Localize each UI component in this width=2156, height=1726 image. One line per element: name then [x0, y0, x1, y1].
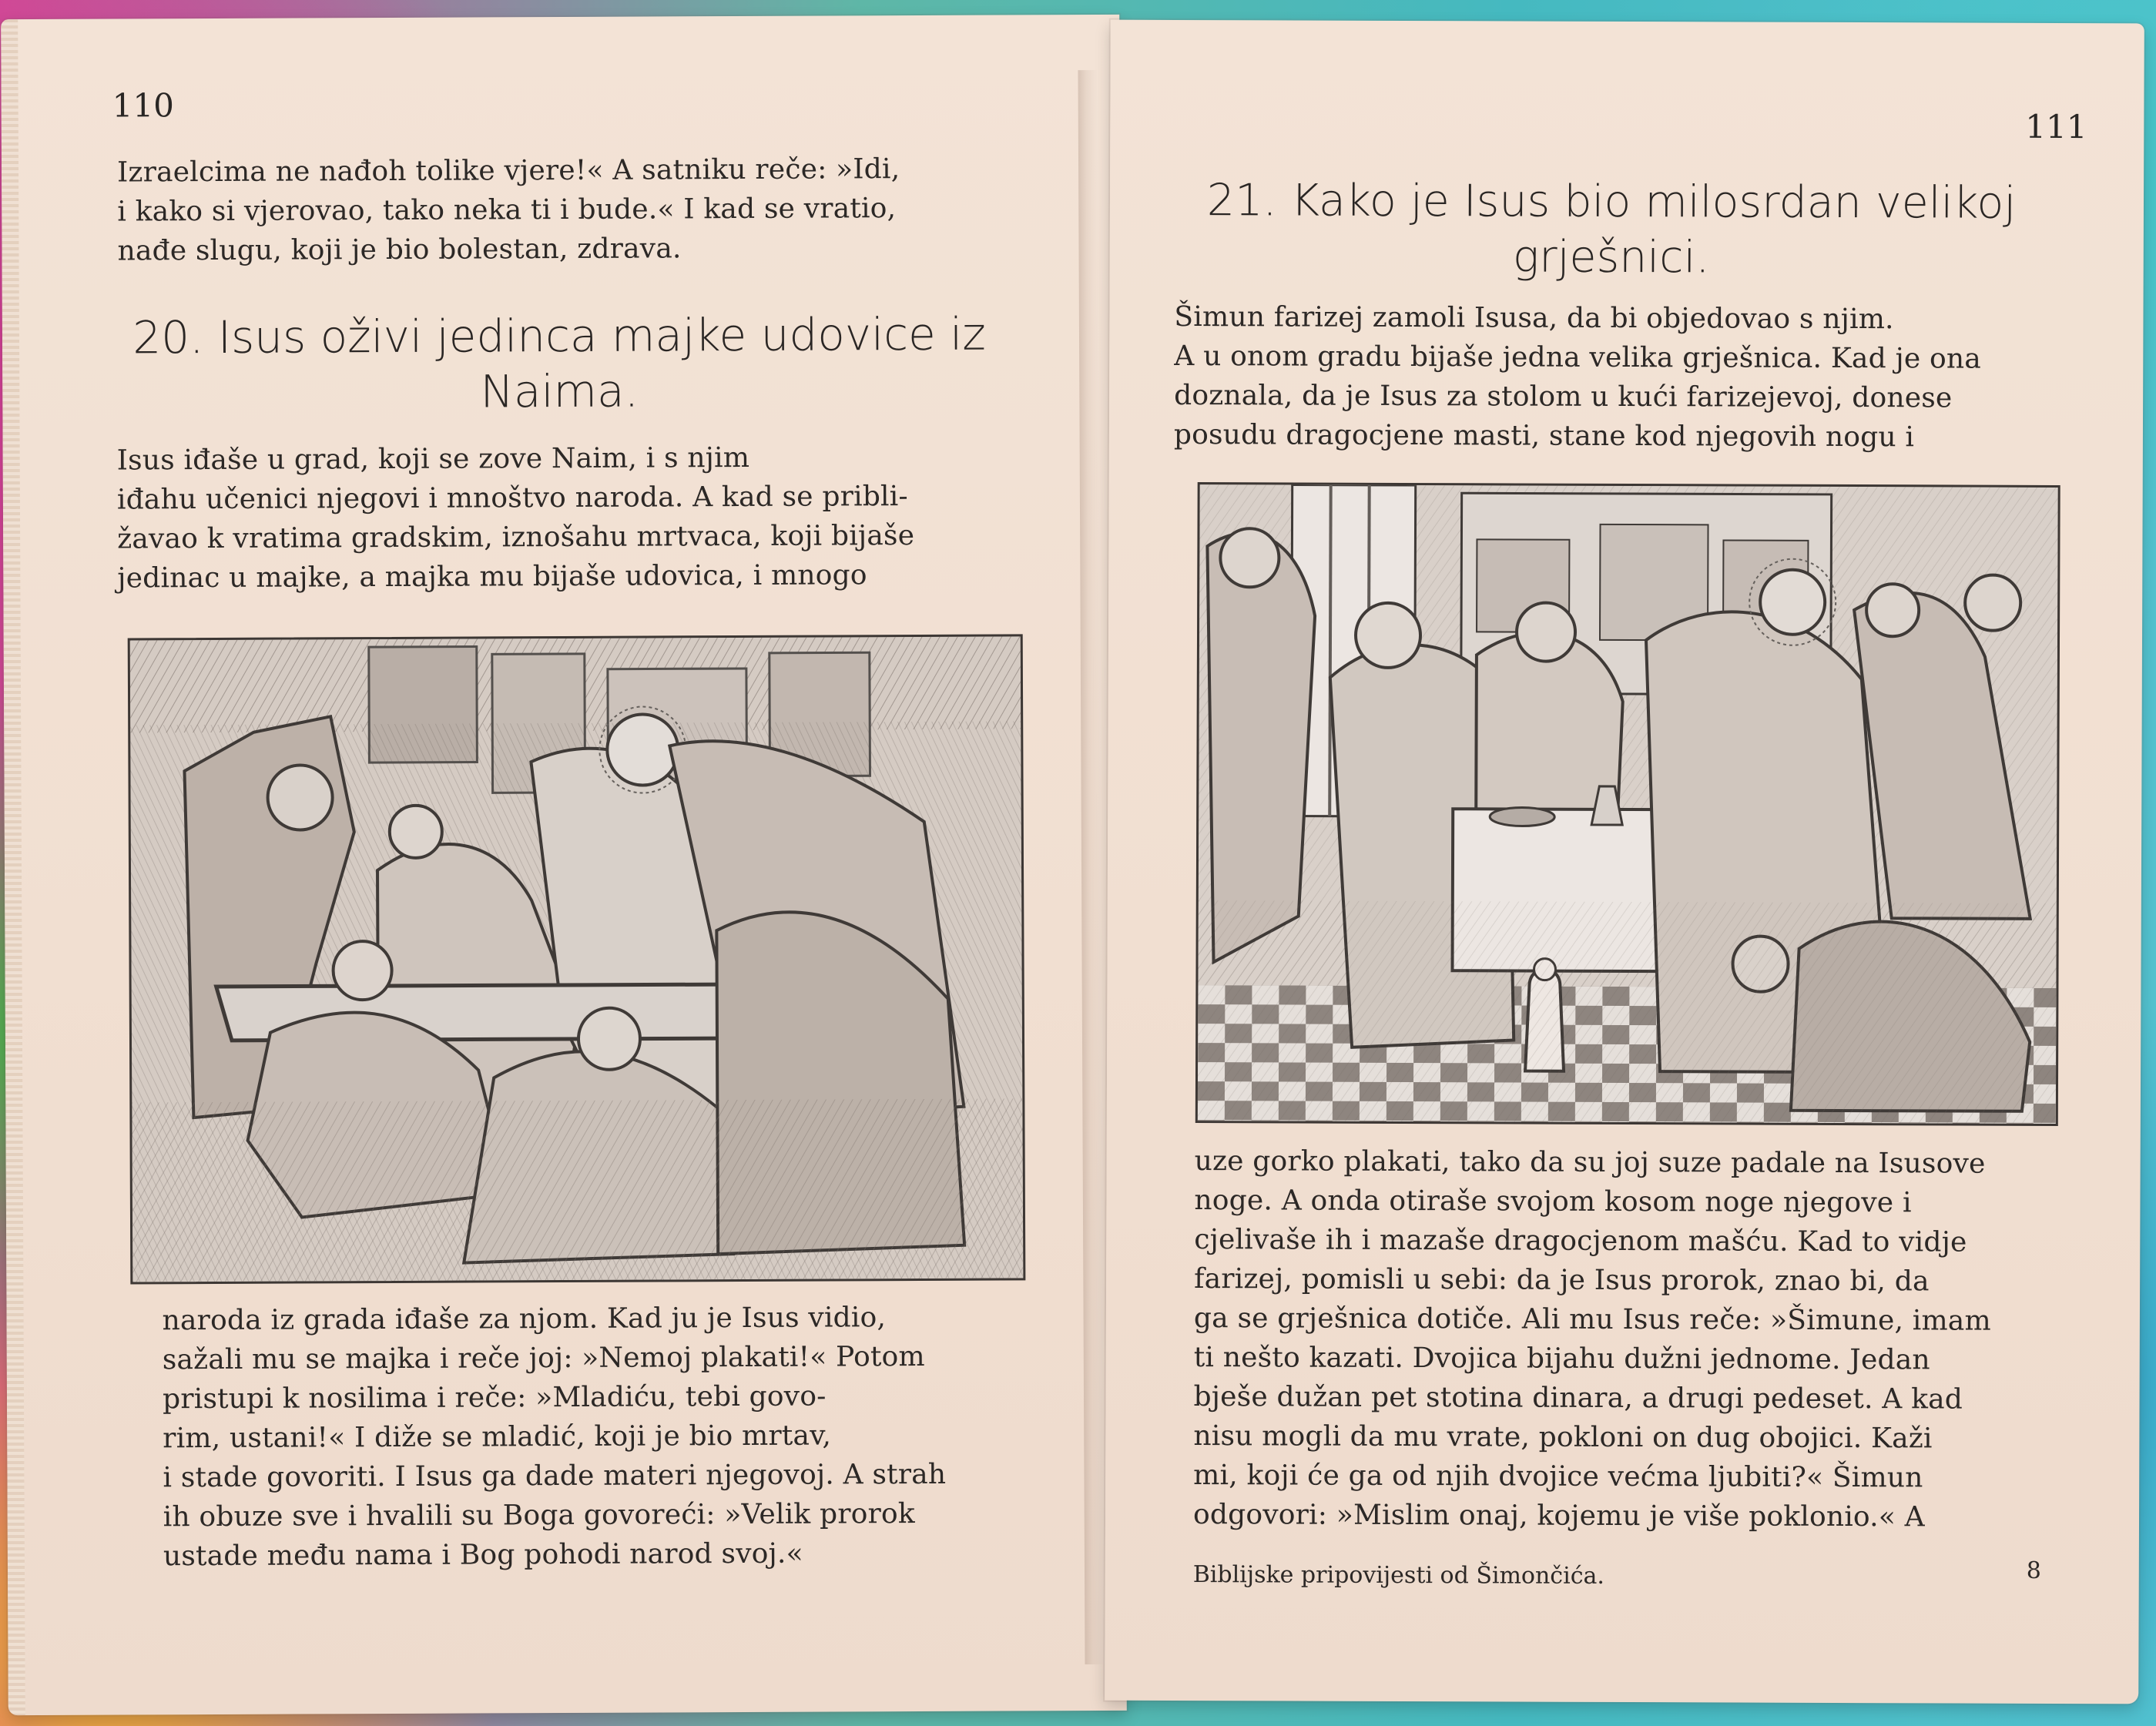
right-footer-number: 8: [2026, 1557, 2041, 1584]
left-paragraph-2: naroda iz grada iđaše za njom. Kad ju je Isus vidio, sažali mu se majka i reče joj: »Nemoj plakati!« Potom pristupi k nosilima i reče: »Mladiću, tebi govo- rim, ustani!« I diže se mladić, koji je bio mrtav, i stade govoriti. I Isus ga dade materi njegovoj. A strah ih obuze sve i hvalili su Boga govoreći: »Velik prorok ustade među nama i Bog pohodi narod svoj.«: [162, 1302, 947, 1573]
left-gutter-shadow: [1078, 70, 1105, 1664]
left-intro-text: Izraelcima ne nađoh tolike vjere!« A satniku reče: »Idi, i kako si vjerovao, tako neka ti i bude.« I kad se vratio, nađe slugu, koji je bio bolestan, zdrava.: [116, 153, 900, 267]
left-engraving-image: [130, 636, 1024, 1282]
right-footer-title: Biblijske pripovijesti od Šimončića.: [1192, 1561, 1605, 1590]
right-paragraph-1: Šimun farizej zamoli Isusa, da bi objedovao s njim. A u onom gradu bijaše jedna velika grješnica. Kad je ona doznala, da je Isus za stolom u kući farizejevoj, donese posudu dragocjene masti, stane kod njegovih nogu i: [1173, 300, 1982, 454]
left-paragraph-1: Isus iđaše u grad, koji se zove Naim, i s njim iđahu učenici njegovi i mnoštvo naroda. A kad se pribli- žavao k vratima gradskim, iznošahu mrtvaca, koji bijaše jedinac u majke, a majka mu bijaše udovica, i mnogo: [116, 441, 915, 595]
right-illustration: [1195, 482, 2060, 1126]
left-page-edge: [1, 19, 25, 1715]
right-engraving-image: [1198, 484, 2058, 1124]
left-chapter-title: 20. Isus oživi jedinca majke udovice iz Naima.: [132, 307, 986, 418]
left-illustration: [128, 634, 1026, 1284]
right-page: [1105, 20, 2144, 1704]
left-page: [1, 15, 1127, 1715]
right-chapter-title: 21. Kako je Isus bio milosrdan velikoj grješnici.: [1206, 175, 2017, 283]
right-page-number: 111: [2025, 107, 2087, 146]
right-paragraph-2: uze gorko plakati, tako da su joj suze padale na Isusove noge. A onda otiraše svojom kosom noge njegove i cjelivaše ih i mazaše dragocjenom mašću. Kad to vidje farizej, pomisli u sebi: da je Isus prorok, znao bi, da ga se grješnica dotiče. Ali mu Isus reče: »Šimune, imam ti nešto kazati. Dvojica bijahu dužni jednome. Jedan bješe dužan pet stotina dinara, a drugi pedeset. A kad nisu mogli da mu vrate, pokloni on dug obojici. Kaži mi, koji će ga od njih dvojice većma ljubiti?« Šimun odgovori: »Mislim onaj, kojemu je više poklonio.« A: [1192, 1145, 1991, 1533]
left-page-number: 110: [112, 86, 174, 125]
